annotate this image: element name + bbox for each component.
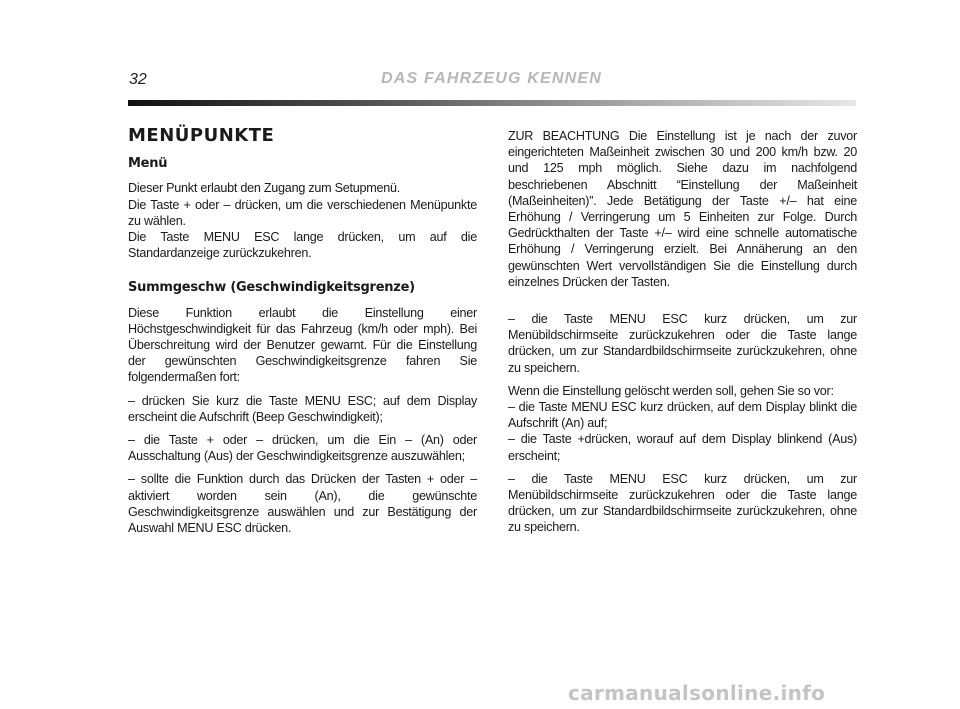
speed-paragraph: – drücken Sie kurz die Taste MENU ESC; auf dem Display erscheint die Aufschrift (Beep Geschwindigkeit);	[128, 393, 477, 424]
speed-paragraph: – die Taste + oder – drücken, um die Ein – (An) oder Ausschaltung (Aus) der Geschwindigkeitsgrenze auszuwählen;	[128, 433, 477, 464]
menu-heading: Menü	[128, 156, 168, 172]
note-paragraph: ZUR BEACHTUNG Die Einstellung ist je nach der zuvor eingerichteten Maßeinheit zwischen 30 und 200 km/h bzw. 20 und 125 mph möglich. Siehe dazu im nachfolgend beschriebenen Abschnitt “Einstellung der Maßeinheit (Maßeinheiten)”. Jede Betätigung der Taste +/– hat eine Erhöhung / Verringerung um 5 Einheiten zur Folge. Durch Gedrückthalten der Taste +/– wird eine schnelle automatische Erhöhung / Verringerung erzielt. Bei Annäherung an den gewünschten Wert vervollständigen Sie die Einstellung durch einzelnes Drücken der Tasten.	[508, 129, 857, 289]
speed-paragraph: Diese Funktion erlaubt die Einstellung einer Höchstgeschwindigkeit für das Fahrzeug (km/h oder mph). Bei Überschreitung wird der Benutzer gewarnt. Für die Einstellung der gewünschten Geschwindigkeitsgrenze fahren Sie folgendermaßen fort:	[128, 305, 477, 385]
menu-paragraph: Dieser Punkt erlaubt den Zugang zum Setupmenü.	[128, 181, 401, 196]
header-rule	[128, 100, 856, 106]
body-paragraph: – die Taste MENU ESC kurz drücken, auf dem Display blinkt die Aufschrift (An) auf;	[508, 400, 857, 431]
body-paragraph: – die Taste MENU ESC kurz drücken, um zur Menübildschirmseite zurückzukehren oder die Taste lange drücken, um zur Standardbildschirmseite zurückzukehren, ohne zu speichern.	[508, 471, 857, 535]
left-column	[128, 125, 477, 543]
page-number: 32	[129, 71, 147, 88]
chapter-title: DAS FAHRZEUG KENNEN	[381, 70, 603, 87]
watermark: carmanualsonline.info	[568, 681, 826, 705]
speed-limit-heading: Summgeschw (Geschwindigkeitsgrenze)	[128, 280, 415, 296]
menu-paragraph: Die Taste + oder – drücken, um die verschiedenen Menüpunkte zu wählen.	[128, 197, 477, 228]
right-column	[508, 128, 857, 543]
section-title: MENÜPUNKTE	[128, 125, 275, 146]
menu-paragraph: Die Taste MENU ESC lange drücken, um auf die Standardanzeige zurückzukehren.	[128, 230, 477, 261]
body-paragraph: – die Taste +drücken, worauf auf dem Display blinkend (Aus) erscheint;	[508, 432, 857, 463]
body-paragraph: – die Taste MENU ESC kurz drücken, um zur Menübildschirmseite zurückzukehren oder die Taste lange drücken, um zur Standardbildschirmseite zurückzukehren, ohne zu speichern.	[508, 312, 857, 375]
speed-paragraph: – sollte die Funktion durch das Drücken der Tasten + oder – aktiviert worden sein (An), die gewünschte Geschwindigkeitsgrenze auswählen und zur Bestätigung der Auswahl MENU ESC drücken.	[128, 472, 477, 536]
body-paragraph: Wenn die Einstellung gelöscht werden soll, gehen Sie so vor:	[508, 383, 834, 398]
